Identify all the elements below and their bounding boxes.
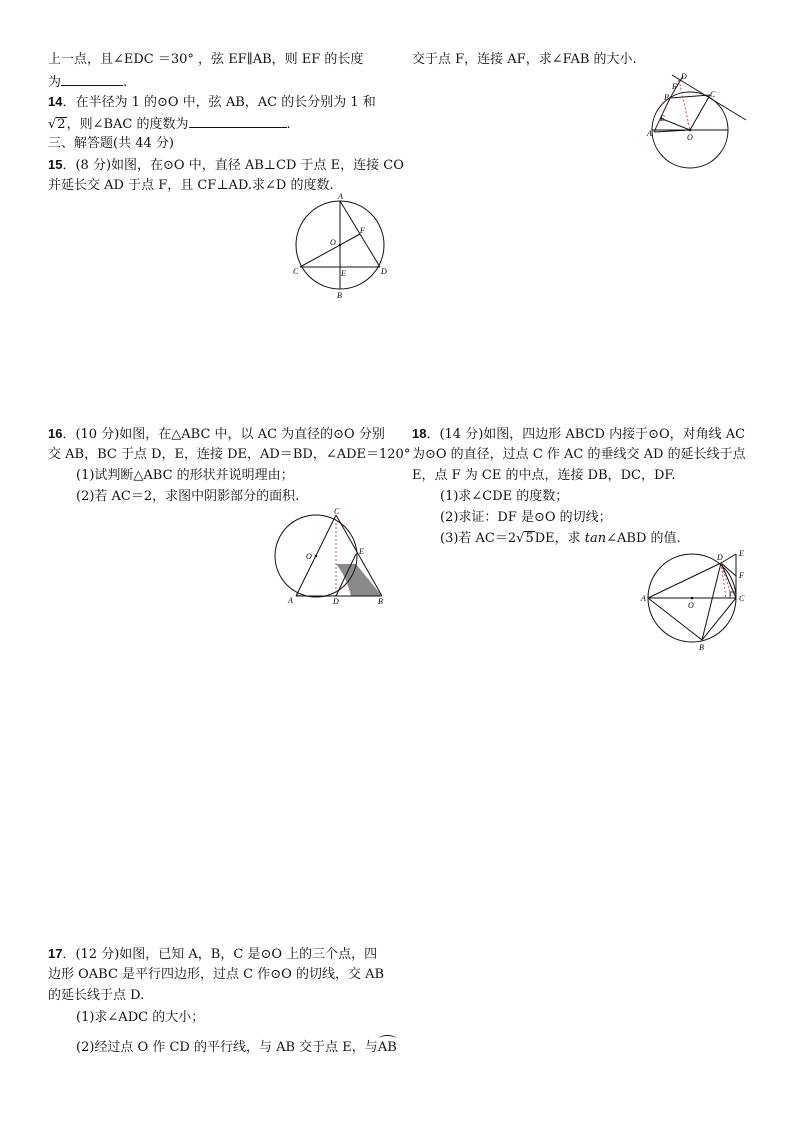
q13-continuation-line: 上一点，且∠EDC ＝30° ，弦 EF∥AB，则 EF 的长度: [48, 52, 364, 67]
label-C: C: [334, 507, 340, 516]
q17-line-4: (1)求∠ADC 的大小；: [76, 1010, 205, 1025]
label-F: F: [739, 571, 744, 580]
label-O: O: [688, 601, 694, 610]
figure-q18: [640, 546, 752, 654]
label-C: C: [739, 594, 745, 603]
label-F: F: [360, 226, 365, 235]
label-B: B: [337, 291, 342, 300]
sqrt-symbol: √2: [48, 117, 66, 132]
label-B: B: [378, 597, 383, 606]
q17-line-1: 17．(12 分)如图，已知 A，B，C 是⊙O 上的三个点，四: [48, 946, 378, 962]
section-heading: 三、解答题(共 44 分): [48, 136, 174, 151]
label-B: B: [699, 643, 704, 652]
figure-q17: [642, 70, 750, 170]
label-E: E: [739, 549, 744, 558]
label-D: D: [717, 553, 723, 562]
q17-line-5: (2)经过点 O 作 CD 的平行线，与 AB 交于点 E，与AB: [76, 1038, 397, 1058]
q15-line-1: 15．(8 分)如图，在⊙O 中，直径 AB⊥CD 于点 E，连接 CO: [48, 157, 404, 173]
label-F: F: [672, 82, 677, 91]
q17-line-3: 的延长线于点 D.: [48, 988, 145, 1003]
figure-q15: [290, 190, 390, 302]
label-E: E: [341, 269, 346, 278]
label-O: O: [687, 133, 693, 142]
q18-line-3: E，点 F 为 CE 的中点，连接 DB，DC，DF.: [412, 468, 676, 483]
answer-blank: [61, 71, 123, 86]
label-E: E: [660, 114, 665, 123]
q18-line-4: (1)求∠CDE 的度数；: [440, 489, 569, 504]
q15-line-2: 并延长交 AD 于点 F，且 CF⊥AD.求∠D 的度数.: [48, 178, 334, 193]
label-C: C: [293, 267, 299, 276]
label-C: C: [710, 90, 716, 99]
q16-line-4: (2)若 AC＝2，求图中阴影部分的面积.: [76, 489, 300, 504]
q16-line-2: 交 AB，BC 于点 D，E，连接 DE，AD＝BD，∠ADE＝120° .: [48, 447, 419, 462]
figure-q16: [268, 506, 388, 610]
label-E: E: [359, 547, 364, 556]
label-D: D: [333, 597, 339, 606]
label-A: A: [338, 192, 343, 201]
q17-continuation-line: 交于点 F，连接 AF，求∠FAB 的大小.: [412, 52, 637, 67]
label-D: D: [381, 267, 387, 276]
sqrt-symbol: √5: [516, 531, 534, 546]
q16-line-3: (1)试判断△ABC 的形状并说明理由；: [76, 468, 294, 483]
q16-line-1: 16．(10 分)如图，在△ABC 中，以 AC 为直径的⊙O 分别: [48, 426, 385, 442]
answer-blank: [189, 113, 287, 128]
label-A: A: [647, 129, 652, 138]
label-B: B: [664, 93, 669, 102]
label-A: A: [641, 594, 646, 603]
arc-symbol: AB: [378, 1038, 397, 1058]
label-O: O: [306, 552, 312, 561]
q18-line-6: (3)若 AC＝2√5DE，求 tan∠ABD 的值.: [440, 529, 681, 549]
q18-line-1: 18．(14 分)如图，四边形 ABCD 内接于⊙O，对角线 AC: [412, 426, 746, 442]
label-D: D: [681, 72, 687, 81]
label-O: O: [330, 238, 336, 247]
q18-line-5: (2)求证：DF 是⊙O 的切线；: [440, 510, 612, 525]
label-A: A: [288, 596, 293, 605]
q14-line-2: √2，则∠BAC 的度数为 .: [48, 113, 291, 135]
q14-line-1: 14．在半径为 1 的⊙O 中，弦 AB，AC 的长分别为 1 和: [48, 94, 376, 110]
q18-line-2: 为⊙O 的直径，过点 C 作 AC 的垂线交 AD 的延长线于点: [412, 447, 746, 462]
q17-line-2: 边形 OABC 是平行四边形，过点 C 作⊙O 的切线，交 AB: [48, 967, 385, 982]
q13-answer-line: 为 .: [48, 71, 127, 93]
